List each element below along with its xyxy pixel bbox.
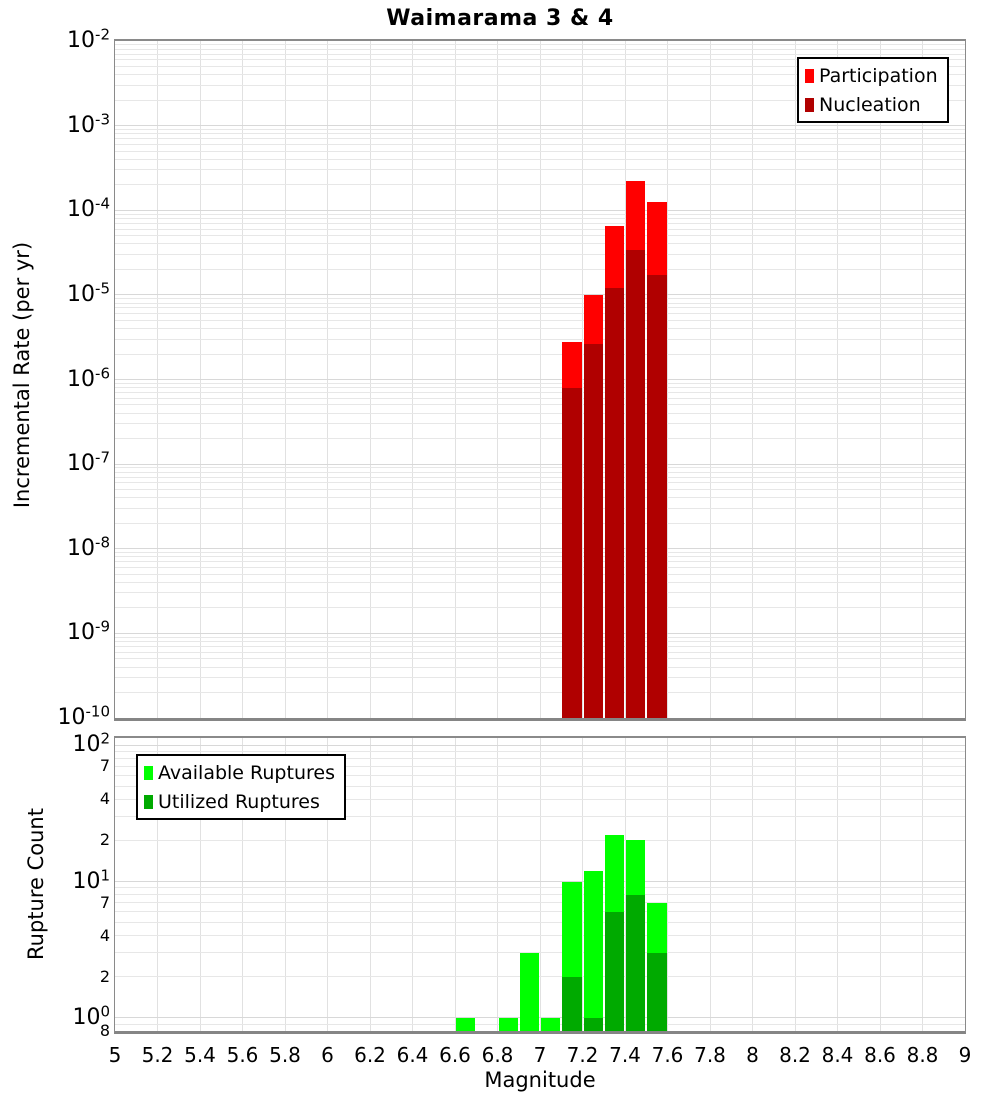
x-tick-label: 6.8 (481, 1043, 514, 1067)
available-ruptures-swatch-icon (144, 766, 153, 780)
nucleation-bar (562, 388, 581, 718)
y-tick-exponent: 1 (100, 866, 110, 884)
y-gridline (115, 477, 965, 478)
available-ruptures-bar (541, 1018, 560, 1031)
y-gridline (115, 667, 965, 668)
y-gridline (115, 413, 965, 414)
x-tick-label: 6 (321, 1043, 334, 1067)
nucleation-bar (626, 250, 645, 718)
legend-item-available-ruptures (144, 758, 335, 787)
y-gridline (115, 561, 965, 562)
y-gridline (115, 54, 965, 55)
participation-swatch-icon (805, 69, 814, 83)
y-tick-exponent: -2 (95, 25, 110, 44)
utilized-ruptures-bar (584, 1018, 603, 1031)
y-gridline (115, 218, 965, 219)
x-tick-label: 5.4 (184, 1043, 216, 1067)
y-tick-exponent: -10 (85, 702, 110, 721)
y-tick-label: $10^{-7}$ (67, 448, 110, 477)
y-gridline (115, 151, 965, 152)
y-tick-exponent: -9 (95, 617, 110, 636)
x-tick-label: 8.8 (906, 1043, 939, 1067)
y-gridline (115, 840, 965, 841)
y-gridline (115, 133, 965, 134)
y-gridline (115, 298, 965, 299)
y-tick-label: 4 (99, 925, 110, 945)
y-gridline (115, 184, 965, 185)
legend-item-utilized-ruptures (144, 787, 335, 816)
x-gridline (795, 738, 796, 1031)
x-gridline (710, 738, 711, 1031)
x-gridline (922, 738, 923, 1031)
y-tick-exponent: 2 (100, 729, 110, 748)
y-tick-exponent: -5 (95, 279, 110, 298)
y-gridline (115, 881, 965, 882)
legend-label: Available Ruptures (158, 761, 335, 784)
nucleation-bar (647, 275, 666, 718)
y-gridline (115, 383, 965, 384)
y-gridline (115, 592, 965, 593)
y-gridline (115, 49, 965, 50)
nucleation-swatch-icon (805, 98, 814, 112)
y-gridline (115, 633, 965, 634)
y-tick-exponent: -4 (95, 194, 110, 213)
y-gridline (115, 745, 965, 746)
y-gridline (115, 658, 965, 659)
legend-label: Nucleation (819, 93, 921, 116)
y-gridline (115, 339, 965, 340)
x-tick-label: 7.8 (694, 1043, 726, 1067)
y-gridline (115, 303, 965, 304)
x-tick-label: 8.4 (821, 1043, 854, 1067)
y-gridline (115, 269, 965, 270)
y-tick-label: $10^{-8}$ (67, 533, 110, 561)
y-gridline (115, 574, 965, 575)
utilized-ruptures-bar (647, 953, 666, 1031)
nucleation-bar (605, 288, 624, 718)
y-gridline (115, 392, 965, 393)
y-gridline (115, 1017, 965, 1018)
incremental-rate-plot-area (114, 39, 966, 721)
y-gridline (115, 467, 965, 468)
y-gridline (115, 169, 965, 170)
legend-item-nucleation (805, 90, 938, 119)
available-ruptures-bar (584, 871, 603, 1031)
y-gridline (115, 472, 965, 473)
y-gridline (115, 607, 965, 608)
x-gridline (837, 738, 838, 1031)
y-gridline (115, 922, 965, 923)
legend-box (136, 754, 346, 820)
y-tick-label: 7 (99, 756, 110, 776)
y-tick-label: $10^{-6}$ (67, 364, 110, 392)
legend-label: Participation (819, 64, 938, 87)
y-tick-label: 4 (99, 789, 110, 809)
nucleation-bar (584, 344, 603, 718)
x-tick-label: 8.6 (864, 1043, 896, 1067)
rate-y-axis-label: Incremental Rate (per yr) (10, 241, 34, 509)
x-tick-label: 5.6 (226, 1043, 259, 1067)
y-gridline (115, 887, 965, 888)
y-tick-exponent: -8 (95, 533, 110, 552)
x-tick-label: 8.2 (779, 1043, 811, 1067)
y-gridline (115, 404, 965, 405)
x-gridline (752, 738, 753, 1031)
y-gridline (115, 223, 965, 224)
x-tick-label: 7 (533, 1043, 547, 1067)
y-gridline (115, 379, 965, 380)
y-gridline (115, 508, 965, 509)
available-ruptures-bar (499, 1018, 518, 1031)
x-tick-label: 5.2 (141, 1043, 174, 1067)
y-gridline (115, 652, 965, 653)
x-tick-label: 6.2 (354, 1043, 386, 1067)
y-gridline (115, 646, 965, 647)
y-tick-exponent: 0 (100, 1002, 110, 1021)
y-gridline (115, 254, 965, 255)
y-gridline (115, 552, 965, 553)
x-tick-label: 9 (958, 1043, 972, 1067)
y-gridline (115, 129, 965, 130)
y-gridline (115, 214, 965, 215)
utilized-ruptures-bar (605, 912, 624, 1031)
y-tick-label: 2 (99, 830, 110, 850)
y-gridline (115, 523, 965, 524)
y-gridline (115, 328, 965, 329)
x-tick-label: 7.2 (566, 1043, 599, 1067)
y-gridline (115, 894, 965, 895)
y-gridline (115, 464, 965, 465)
y-gridline (115, 235, 965, 236)
y-gridline (115, 398, 965, 399)
x-tick-label: 5.8 (269, 1043, 301, 1067)
y-gridline (115, 902, 965, 903)
y-gridline (115, 125, 965, 126)
x-tick-label: 6.6 (439, 1043, 471, 1067)
x-gridline (412, 738, 413, 1031)
y-tick-label: $10^{-10}$ (57, 702, 110, 730)
y-gridline (115, 144, 965, 145)
y-gridline (115, 438, 965, 439)
y-gridline (115, 489, 965, 490)
y-gridline (115, 423, 965, 424)
y-gridline (115, 567, 965, 568)
y-gridline (115, 548, 965, 549)
y-gridline (115, 751, 965, 752)
y-gridline (115, 935, 965, 936)
y-tick-exponent: -3 (95, 110, 110, 129)
available-ruptures-bar (520, 953, 539, 1031)
x-tick-label: 8 (746, 1043, 759, 1067)
x-axis-label: Magnitude (484, 1068, 596, 1092)
x-tick-label: 6.4 (396, 1043, 429, 1067)
utilized-ruptures-swatch-icon (144, 795, 153, 809)
y-gridline (115, 320, 965, 321)
y-tick-label: $10^0$ (72, 1002, 110, 1030)
y-gridline (115, 229, 965, 230)
y-gridline (115, 313, 965, 314)
chart-title: Waimarama 3 & 4 (386, 6, 614, 31)
y-gridline (115, 387, 965, 388)
legend-box (797, 57, 949, 123)
y-gridline (115, 677, 965, 678)
x-gridline (370, 738, 371, 1031)
y-gridline (115, 294, 965, 295)
x-tick-label: 5 (108, 1043, 122, 1067)
count-y-axis-label: Rupture Count (24, 808, 48, 960)
y-tick-exponent: -6 (95, 364, 110, 382)
y-tick-label: $10^{-5}$ (67, 279, 110, 307)
y-gridline (115, 556, 965, 557)
y-gridline (115, 482, 965, 483)
x-gridline (497, 738, 498, 1031)
y-gridline (115, 952, 965, 953)
y-gridline (115, 354, 965, 355)
y-gridline (115, 911, 965, 912)
y-tick-label: $10^{-2}$ (67, 25, 110, 53)
y-tick-label: $10^1$ (72, 866, 110, 894)
y-gridline (115, 44, 965, 45)
utilized-ruptures-bar (562, 977, 581, 1031)
y-tick-label: 2 (99, 966, 110, 986)
x-gridline (540, 738, 541, 1031)
y-gridline (115, 1024, 965, 1025)
x-gridline (667, 738, 668, 1031)
y-gridline (115, 497, 965, 498)
y-gridline (115, 210, 965, 211)
y-tick-label: $10^2$ (72, 729, 110, 758)
y-gridline (115, 692, 965, 693)
available-ruptures-bar (456, 1018, 475, 1031)
y-gridline (115, 159, 965, 160)
y-tick-label: $10^{-3}$ (67, 110, 110, 138)
legend-item-participation (805, 61, 938, 90)
y-gridline (115, 582, 965, 583)
y-gridline (115, 976, 965, 977)
y-gridline (115, 138, 965, 139)
y-tick-label: $10^{-9}$ (67, 617, 110, 646)
x-gridline (880, 738, 881, 1031)
utilized-ruptures-bar (626, 895, 645, 1031)
y-gridline (115, 243, 965, 244)
y-tick-label: 8 (99, 1021, 110, 1040)
y-gridline (115, 637, 965, 638)
y-tick-exponent: -7 (95, 448, 110, 467)
y-tick-label: 7 (99, 892, 110, 912)
y-gridline (115, 307, 965, 308)
y-tick-label: $10^{-4}$ (67, 194, 110, 223)
x-tick-label: 7.6 (651, 1043, 684, 1067)
x-gridline (455, 738, 456, 1031)
x-tick-label: 7.4 (609, 1043, 641, 1067)
legend-label: Utilized Ruptures (158, 790, 320, 813)
y-gridline (115, 641, 965, 642)
